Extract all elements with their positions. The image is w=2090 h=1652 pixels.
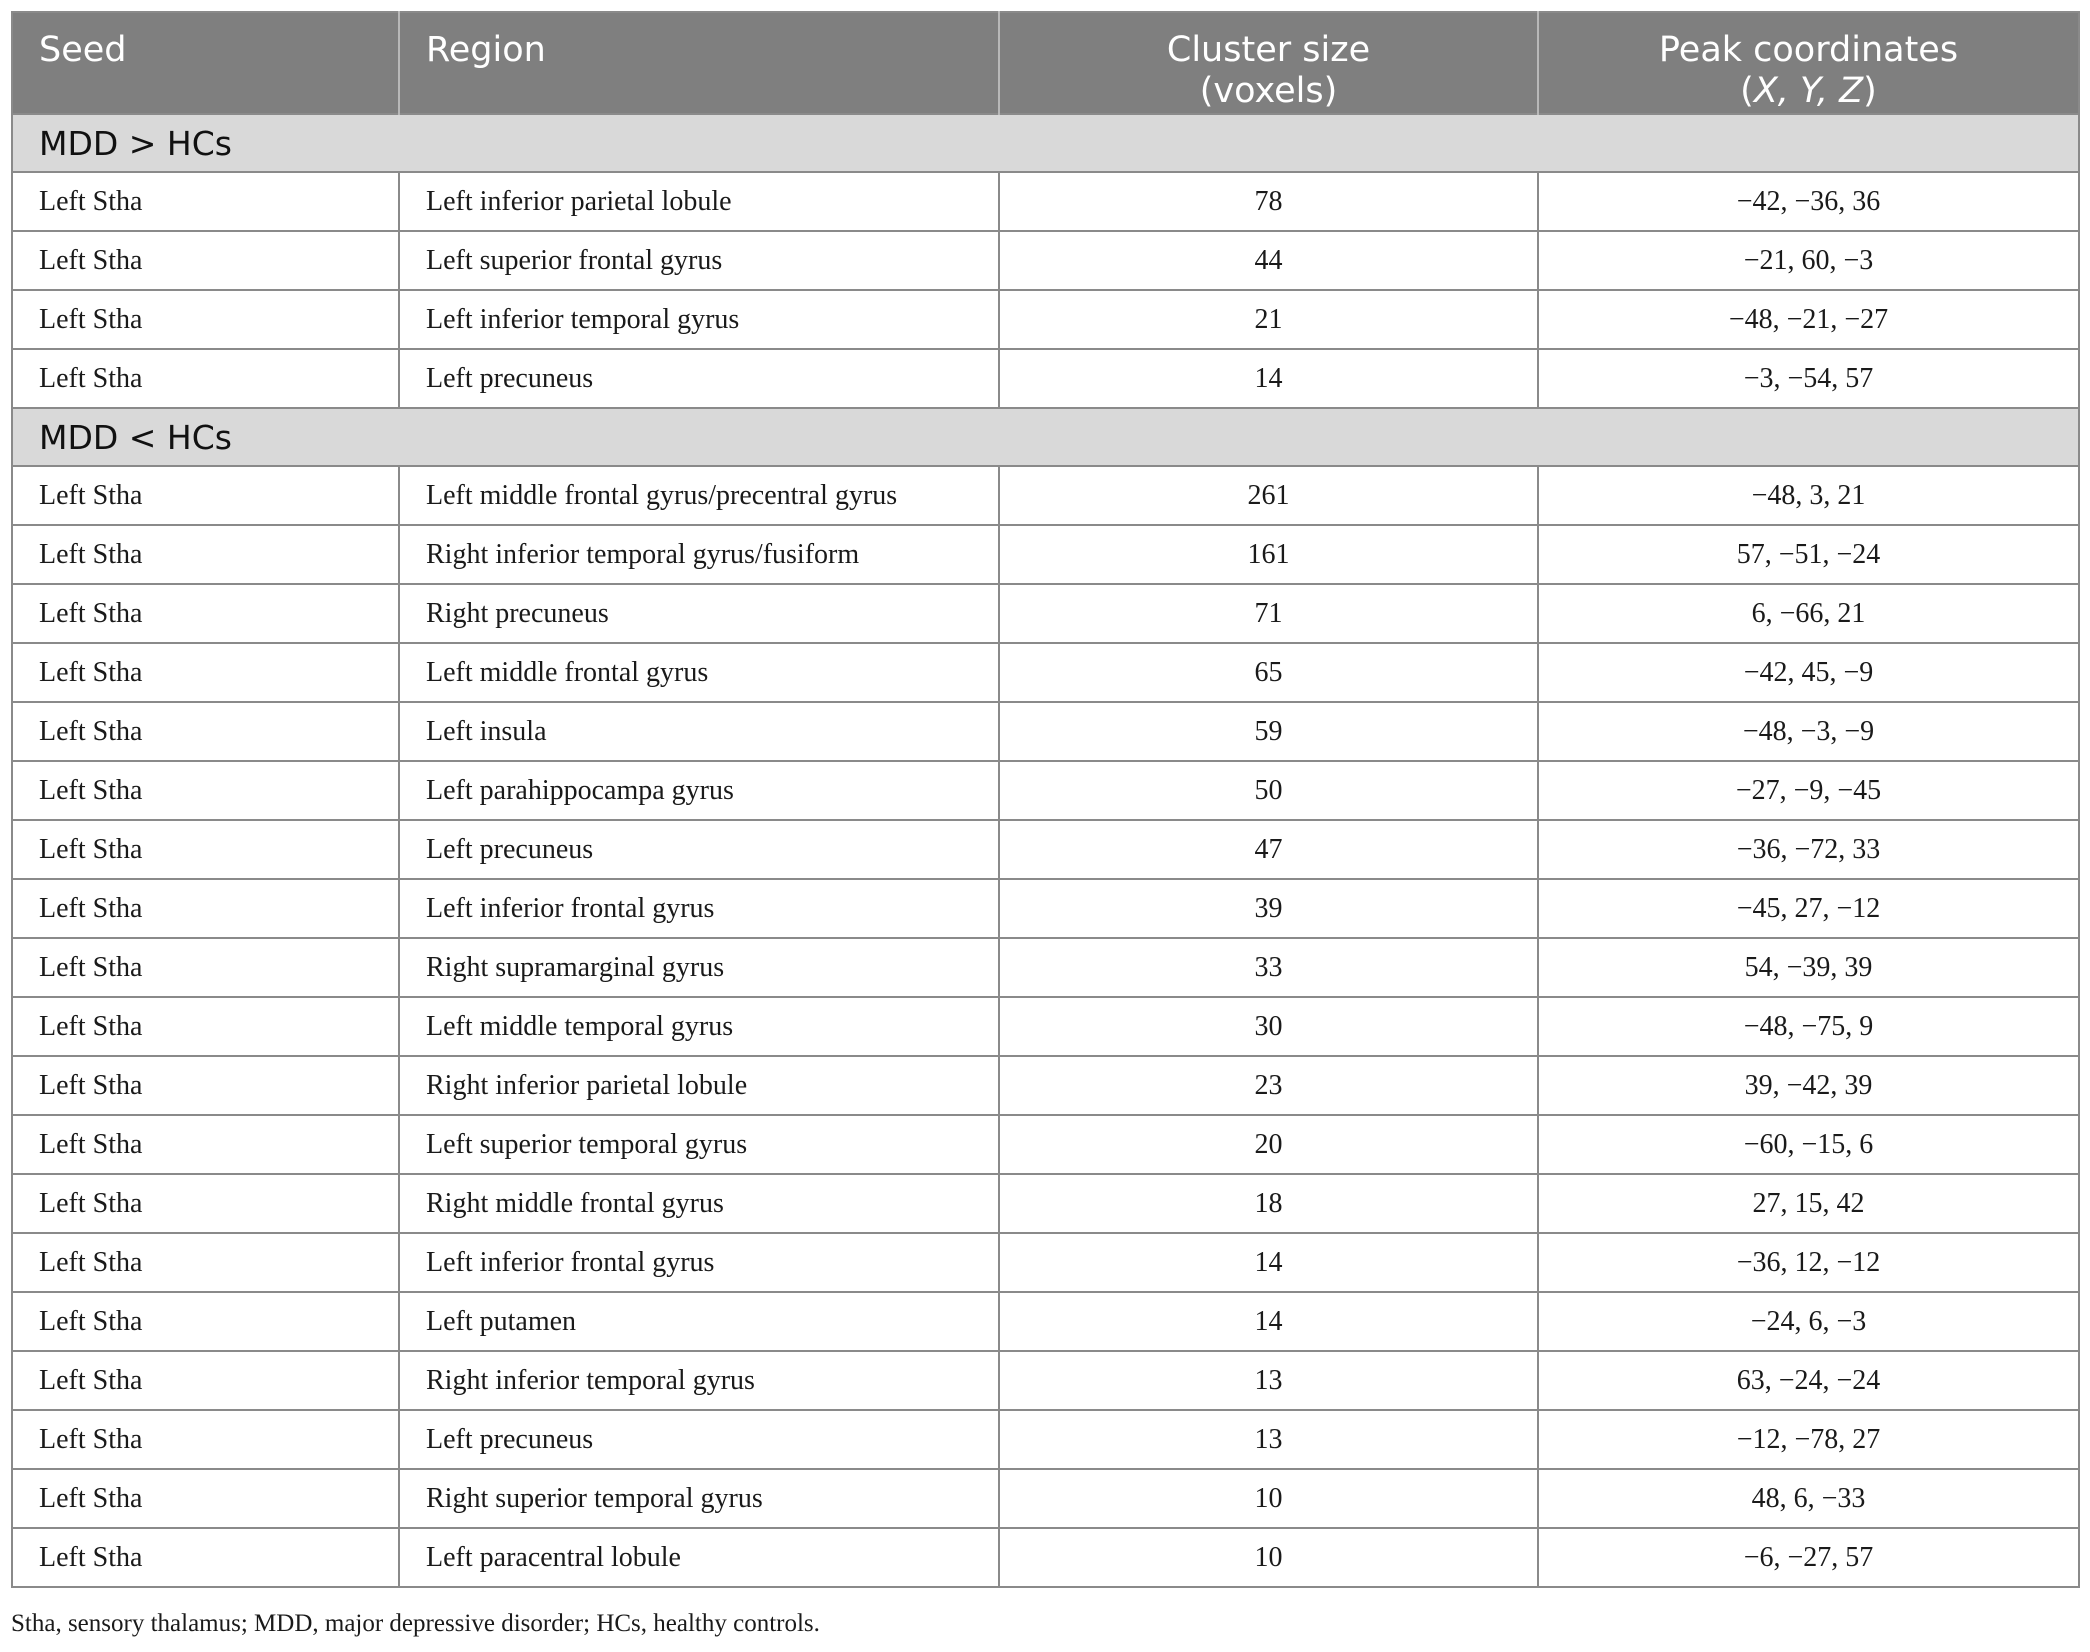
cell-peak-coordinates: 48, 6, −33: [1538, 1469, 2079, 1528]
cell-seed: Left Stha: [12, 1528, 399, 1587]
table-row: [12, 938, 2079, 997]
cell-cluster-size: 13: [999, 1351, 1538, 1410]
cell-cluster-size: 10: [999, 1469, 1538, 1528]
cell-cluster-size: 78: [999, 172, 1538, 231]
header-peak-close-paren: ): [1863, 71, 1877, 111]
header-seed-label: Seed: [39, 30, 127, 70]
cell-seed: Left Stha: [12, 172, 399, 231]
cell-seed: Left Stha: [12, 879, 399, 938]
table-row: [12, 1115, 2079, 1174]
cell-region: Right supramarginal gyrus: [399, 938, 999, 997]
table-row: [12, 643, 2079, 702]
table-row: [12, 349, 2079, 408]
table-row: [12, 761, 2079, 820]
cell-seed: Left Stha: [12, 525, 399, 584]
cell-cluster-size: 10: [999, 1528, 1538, 1587]
cell-peak-coordinates: −48, −3, −9: [1538, 702, 2079, 761]
cell-seed: Left Stha: [12, 349, 399, 408]
cell-seed: Left Stha: [12, 1292, 399, 1351]
cell-peak-coordinates: −3, −54, 57: [1538, 349, 2079, 408]
table-row: [12, 231, 2079, 290]
cell-peak-coordinates: −12, −78, 27: [1538, 1410, 2079, 1469]
table-row: [12, 997, 2079, 1056]
cell-region: Left precuneus: [399, 349, 999, 408]
table-row: [12, 584, 2079, 643]
cell-seed: Left Stha: [12, 1233, 399, 1292]
cell-seed: Left Stha: [12, 1115, 399, 1174]
cell-seed: Left Stha: [12, 290, 399, 349]
group-label: MDD > HCs: [12, 114, 2079, 172]
cell-cluster-size: 47: [999, 820, 1538, 879]
table-row: [12, 1233, 2079, 1292]
table-row: [12, 879, 2079, 938]
header-cluster-line1: Cluster size: [1166, 30, 1371, 70]
table-row: [12, 290, 2079, 349]
cell-cluster-size: 20: [999, 1115, 1538, 1174]
cell-cluster-size: 23: [999, 1056, 1538, 1115]
cell-peak-coordinates: 54, −39, 39: [1538, 938, 2079, 997]
header-region: [399, 12, 999, 114]
cell-region: Right inferior parietal lobule: [399, 1056, 999, 1115]
cell-cluster-size: 161: [999, 525, 1538, 584]
cell-peak-coordinates: −27, −9, −45: [1538, 761, 2079, 820]
cell-cluster-size: 33: [999, 938, 1538, 997]
cell-peak-coordinates: 6, −66, 21: [1538, 584, 2079, 643]
cell-cluster-size: 65: [999, 643, 1538, 702]
cell-region: Right superior temporal gyrus: [399, 1469, 999, 1528]
header-region-label: Region: [426, 30, 546, 70]
cell-region: Left putamen: [399, 1292, 999, 1351]
cell-peak-coordinates: 39, −42, 39: [1538, 1056, 2079, 1115]
cell-seed: Left Stha: [12, 702, 399, 761]
cell-region: Left inferior frontal gyrus: [399, 1233, 999, 1292]
cell-cluster-size: 14: [999, 349, 1538, 408]
cell-peak-coordinates: −42, −36, 36: [1538, 172, 2079, 231]
cell-region: Left superior temporal gyrus: [399, 1115, 999, 1174]
cell-seed: Left Stha: [12, 466, 399, 525]
cell-cluster-size: 59: [999, 702, 1538, 761]
cell-seed: Left Stha: [12, 1174, 399, 1233]
table-row: [12, 702, 2079, 761]
cell-peak-coordinates: −42, 45, −9: [1538, 643, 2079, 702]
cell-peak-coordinates: −48, −21, −27: [1538, 290, 2079, 349]
table-row: [12, 1410, 2079, 1469]
table-row: [12, 1351, 2079, 1410]
cell-region: Left precuneus: [399, 820, 999, 879]
cell-region: Left parahippocampa gyrus: [399, 761, 999, 820]
cell-seed: Left Stha: [12, 1351, 399, 1410]
cell-seed: Left Stha: [12, 820, 399, 879]
cell-seed: Left Stha: [12, 643, 399, 702]
cell-seed: Left Stha: [12, 761, 399, 820]
cell-peak-coordinates: −48, 3, 21: [1538, 466, 2079, 525]
cell-region: Left middle frontal gyrus/precentral gyrus: [399, 466, 999, 525]
cell-seed: Left Stha: [12, 997, 399, 1056]
cell-cluster-size: 18: [999, 1174, 1538, 1233]
table-row: [12, 466, 2079, 525]
header-cluster-size: [999, 12, 1538, 114]
cell-cluster-size: 21: [999, 290, 1538, 349]
table-row: [12, 172, 2079, 231]
cell-region: Right inferior temporal gyrus: [399, 1351, 999, 1410]
cell-peak-coordinates: −6, −27, 57: [1538, 1528, 2079, 1587]
cell-peak-coordinates: −36, −72, 33: [1538, 820, 2079, 879]
cell-peak-coordinates: −45, 27, −12: [1538, 879, 2079, 938]
cell-cluster-size: 50: [999, 761, 1538, 820]
cell-seed: Left Stha: [12, 231, 399, 290]
cell-peak-coordinates: −48, −75, 9: [1538, 997, 2079, 1056]
table-row: [12, 1174, 2079, 1233]
table-row: [12, 525, 2079, 584]
table-header: [12, 12, 2079, 114]
cell-region: Left middle frontal gyrus: [399, 643, 999, 702]
cell-seed: Left Stha: [12, 1056, 399, 1115]
group-row: [12, 408, 2079, 466]
cell-region: Left middle temporal gyrus: [399, 997, 999, 1056]
cell-cluster-size: 261: [999, 466, 1538, 525]
cell-cluster-size: 30: [999, 997, 1538, 1056]
header-peak-open-paren: (: [1740, 71, 1754, 111]
cell-peak-coordinates: −60, −15, 6: [1538, 1115, 2079, 1174]
header-seed: [12, 12, 399, 114]
header-peak-coordinates: [1538, 12, 2079, 114]
cell-peak-coordinates: 57, −51, −24: [1538, 525, 2079, 584]
group-row: [12, 114, 2079, 172]
cell-region: Left inferior temporal gyrus: [399, 290, 999, 349]
cell-region: Left inferior frontal gyrus: [399, 879, 999, 938]
cell-region: Right middle frontal gyrus: [399, 1174, 999, 1233]
header-peak-line1: Peak coordinates: [1658, 30, 1959, 70]
cell-region: Right inferior temporal gyrus/fusiform: [399, 525, 999, 584]
table-row: [12, 1528, 2079, 1587]
table-row: [12, 1469, 2079, 1528]
table-row: [12, 1056, 2079, 1115]
table-footnote: Stha, sensory thalamus; MDD, major depressive disorder; HCs, healthy controls.: [11, 1610, 820, 1637]
table-row: [12, 1292, 2079, 1351]
cell-peak-coordinates: 63, −24, −24: [1538, 1351, 2079, 1410]
cell-cluster-size: 44: [999, 231, 1538, 290]
cell-cluster-size: 14: [999, 1292, 1538, 1351]
cell-cluster-size: 14: [999, 1233, 1538, 1292]
results-table-container: [11, 11, 2078, 1588]
cell-seed: Left Stha: [12, 938, 399, 997]
cell-peak-coordinates: −21, 60, −3: [1538, 231, 2079, 290]
cell-region: Left inferior parietal lobule: [399, 172, 999, 231]
cell-cluster-size: 39: [999, 879, 1538, 938]
cell-region: Right precuneus: [399, 584, 999, 643]
group-label: MDD < HCs: [12, 408, 2079, 466]
cell-cluster-size: 71: [999, 584, 1538, 643]
cell-region: Left paracentral lobule: [399, 1528, 999, 1587]
header-cluster-line2: (voxels): [1199, 71, 1338, 111]
cell-peak-coordinates: −36, 12, −12: [1538, 1233, 2079, 1292]
table-body: [12, 114, 2079, 1587]
cell-cluster-size: 13: [999, 1410, 1538, 1469]
results-table: [11, 11, 2080, 1588]
cell-seed: Left Stha: [12, 584, 399, 643]
header-row: [12, 12, 2079, 114]
cell-seed: Left Stha: [12, 1469, 399, 1528]
header-peak-axes: X, Y, Z: [1753, 71, 1864, 111]
cell-peak-coordinates: 27, 15, 42: [1538, 1174, 2079, 1233]
table-row: [12, 820, 2079, 879]
cell-region: Left superior frontal gyrus: [399, 231, 999, 290]
cell-seed: Left Stha: [12, 1410, 399, 1469]
cell-region: Left precuneus: [399, 1410, 999, 1469]
cell-peak-coordinates: −24, 6, −3: [1538, 1292, 2079, 1351]
cell-region: Left insula: [399, 702, 999, 761]
